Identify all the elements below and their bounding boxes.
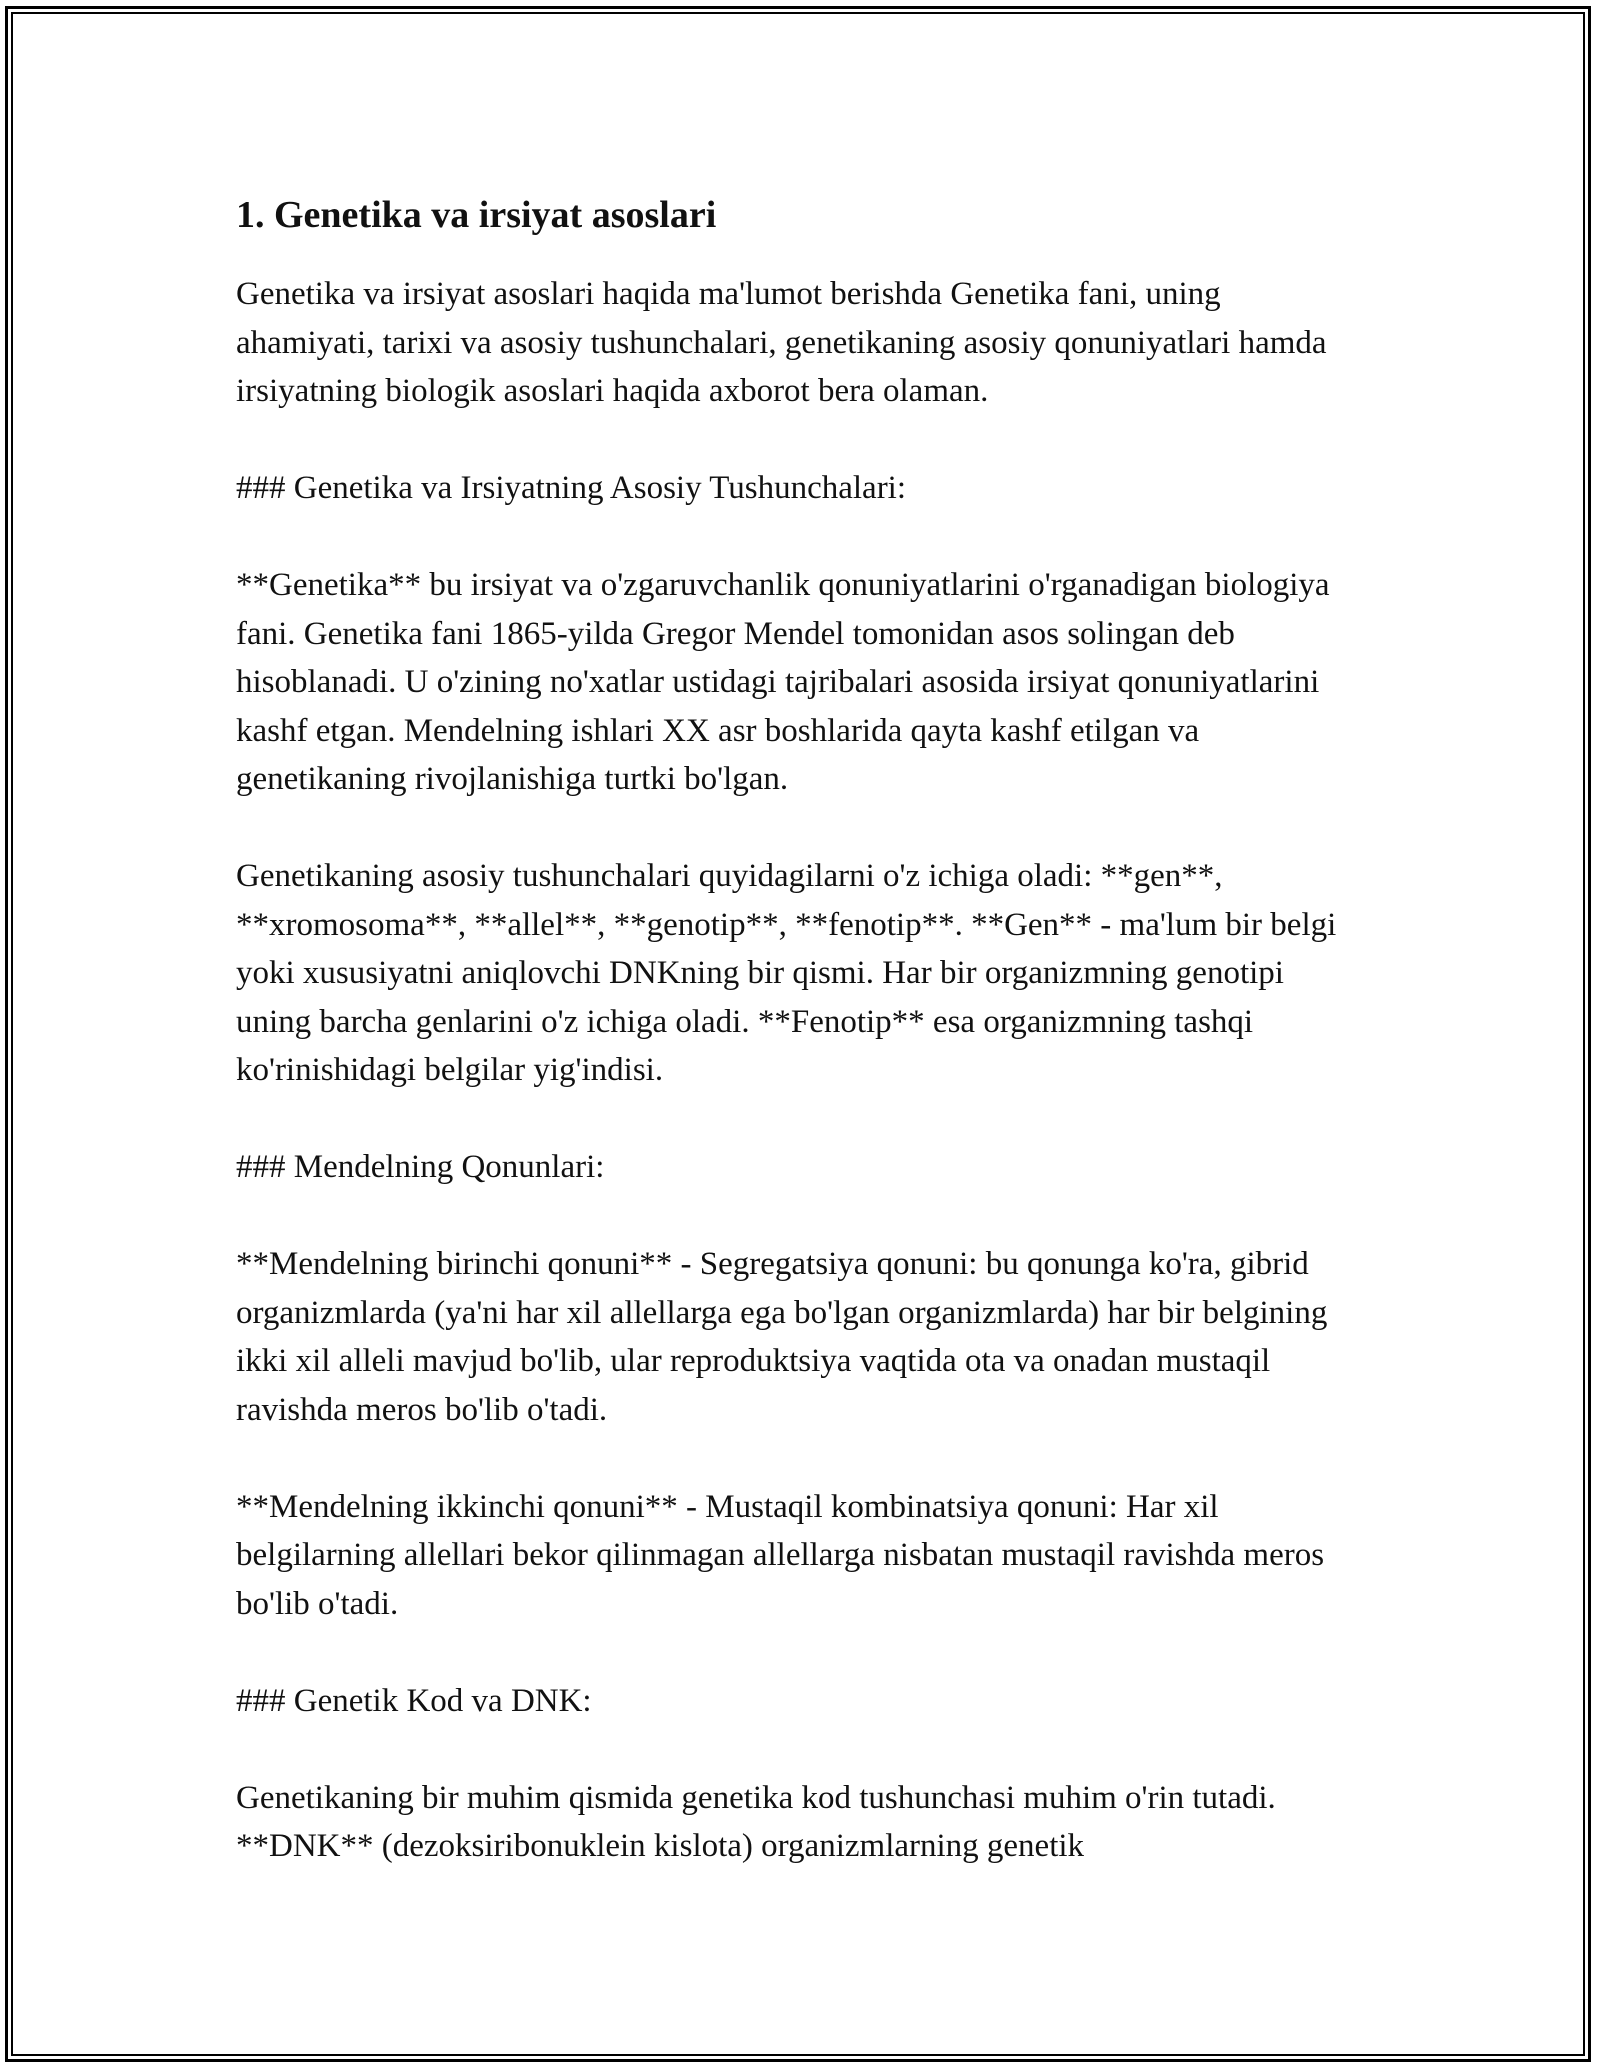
section-heading-mendel-laws: ### Mendelning Qonunlari: (236, 1149, 605, 1185)
paragraph-second-law: **Mendelning ikkinchi qonuni** - Mustaqil kombinatsiya qonuni: Har xil belgilarning allellari bekor qilinmagan allellarga nisbatan mustaqil ravishda meros bo'lib o'tadi. (236, 1488, 1325, 1622)
intro-paragraph: Genetika va irsiyat asoslari haqida ma'lumot berishda Genetika fani, uning ahamiyati, tarixi va asosiy tushunchalari, genetikaning asosiy qonuniyatlari hamda irsiyatning biologik asoslari haqida axborot bera olaman. (236, 276, 1327, 409)
paragraph-basic-concepts: Genetikaning asosiy tushunchalari quyidagilarni o'z ichiga oladi: **gen**, **xromosoma**, **allel**, **genotip**, **fenotip**. **Gen** - ma'lum bir belgi yoki xususiyatni aniqlovchi DNKning bir qismi. Har bir organizmning genotipi uning barcha genlarini o'z ichiga oladi. **Fenotip** esa organizmning tashqi ko'rinishidagi belgilar yig'indisi. (236, 858, 1337, 1088)
paragraph-genetic-code: Genetikaning bir muhim qismida genetika kod tushunchasi muhim o'rin tutadi. **DNK** (dezoksiribonuklein kislota) organizmlarning genetik (236, 1779, 1276, 1864)
document-title: 1. Genetika va irsiyat asoslari (236, 194, 717, 236)
document-body (236, 190, 1366, 1919)
section-heading-basics: ### Genetika va Irsiyatning Asosiy Tushunchalari: (236, 470, 907, 506)
paragraph-genetics-definition: **Genetika** bu irsiyat va o'zgaruvchanlik qonuniyatlarini o'rganadigan biologiya fani. Genetika fani 1865-yilda Gregor Mendel tomonidan asos solingan deb hisoblanadi. U o'zining no'xatlar ustidagi tajribalari asosida irsiyat qonuniyatlarini kashf etgan. Mendelning ishlari XX asr boshlarida qayta kashf etilgan va genetikaning rivojlanishiga turtki bo'lgan. (236, 567, 1330, 797)
paragraph-first-law: **Mendelning birinchi qonuni** - Segregatsiya qonuni: bu qonunga ko'ra, gibrid organizmlarda (ya'ni har xil allellarga ega bo'lgan organizmlarda) har bir belgining ikki xil alleli mavjud bo'lib, ular reproduktsiya vaqtida ota va onadan mustaqil ravishda meros bo'lib o'tadi. (236, 1246, 1328, 1428)
section-heading-genetic-code: ### Genetik Kod va DNK: (236, 1682, 592, 1719)
